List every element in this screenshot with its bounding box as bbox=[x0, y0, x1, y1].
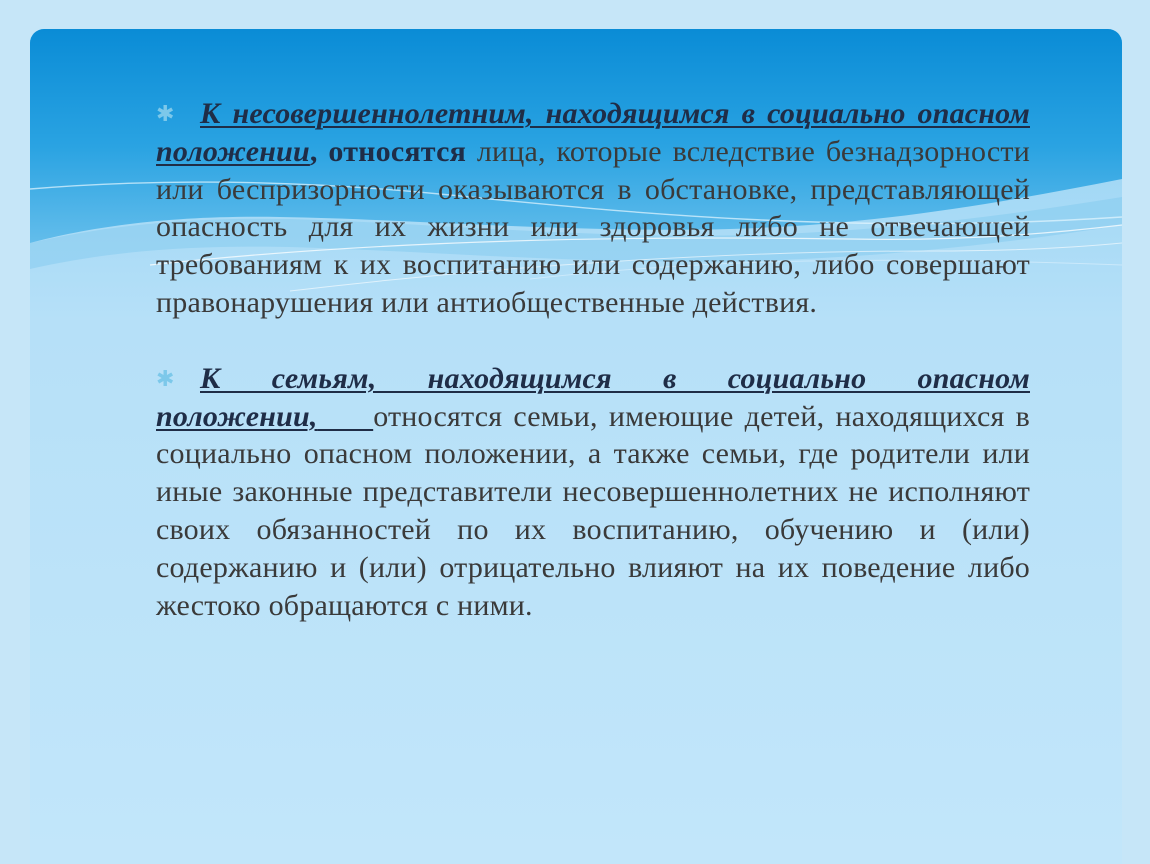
asterisk-icon: ✱ bbox=[156, 365, 175, 391]
paragraph-text: лица, которые вследствие безнадзорности или беспризорности оказываются в обстановке, представляющей опасность для их жизни или здоровья либо не отвечающей требованиям к их воспитанию или содержанию, либо совершают правонарушения или антиобщественные действия. bbox=[156, 134, 1030, 319]
paragraph-text: относятся семьи, имеющие детей, находящихся в социально опасном положении, а также семьи, где родители или иные законные представители несовершеннолетних не исполняют своих обязанностей по их воспитанию, обучению и (или) содержанию и (или) отрицательно влияют на их поведение либо жестоко обращаются с ними. bbox=[156, 399, 1030, 622]
slide-body bbox=[156, 95, 1030, 624]
term-minors: К несовершеннолетним, находящимся в социально опасном положении bbox=[156, 97, 1030, 168]
paragraph-minors bbox=[156, 95, 1030, 322]
term-suffix: , bbox=[309, 134, 318, 168]
term-families: К семьям, находящимся в социально опасном положении, bbox=[156, 361, 1030, 433]
connector-word: относятся bbox=[328, 134, 467, 168]
content-panel bbox=[30, 29, 1122, 864]
term-underline-gap bbox=[318, 400, 374, 433]
paragraph-families bbox=[156, 360, 1030, 625]
asterisk-icon: ✱ bbox=[156, 101, 175, 126]
